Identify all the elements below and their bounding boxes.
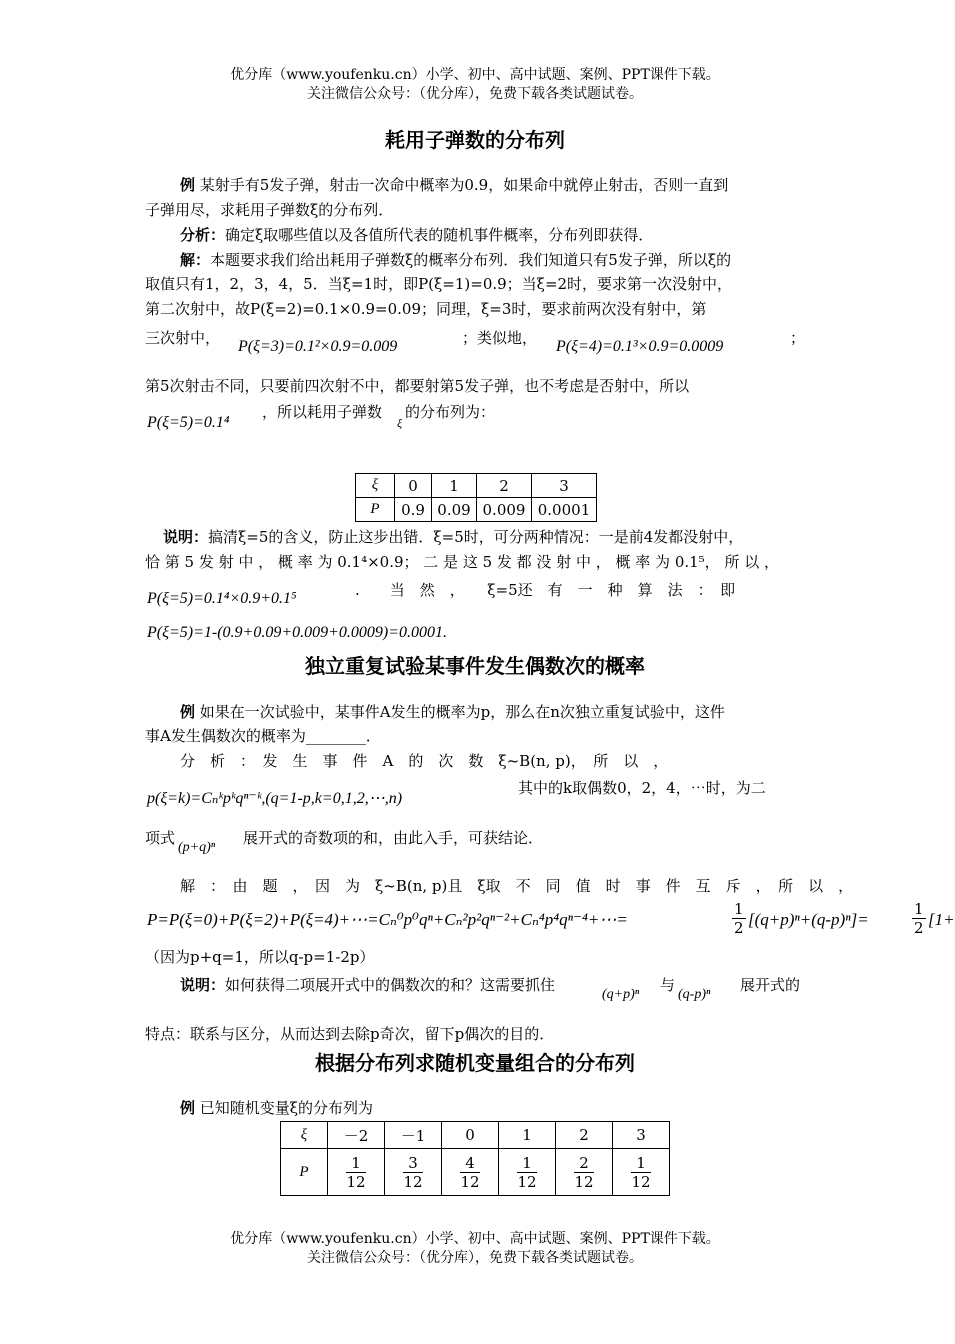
note-text: 如何获得二项展开式中的偶数次的和？这需要抓住 (225, 976, 556, 994)
formula-binomial: p(ξ=k)=Cₙᵏpᵏqⁿ⁻ᵏ,(q=1-p,k=0,1,2,⋯,n) (147, 790, 403, 807)
table-cell: 0.9 (395, 498, 432, 522)
fraction-denominator: 12 (574, 1172, 594, 1191)
s2-note-line1b: 展开式的 (740, 976, 801, 994)
table-cell: 0 (442, 1122, 499, 1149)
table-row (281, 1149, 670, 1196)
fraction-numerator: 4 (460, 1154, 479, 1173)
formula-p4: P(ξ=4)=0.1³×0.9=0.0009 (556, 338, 724, 355)
table-cell: －2 (328, 1122, 385, 1149)
footer-line-1: 优分库（www.youfenku.cn）小学、初中、高中试题、案例、PPT课件下载。 (230, 1231, 720, 1247)
footer-line-2: 关注微信公众号：（优分库），免费下载各类试题试卷。 (307, 1250, 643, 1266)
table-cell: P (281, 1149, 328, 1196)
table-cell: 0.0001 (532, 498, 597, 522)
s2-analysis-line1: 分 析 ： 发 生 事 件 A 的 次 数 ξ~B(n, p)， 所 以 ， (180, 752, 669, 770)
fraction-numerator: 1 (346, 1154, 365, 1173)
formula-q-plus-p: (q+p)ⁿ (602, 987, 640, 1002)
s2-analysis-line3a: 项式 (145, 829, 176, 847)
table-cell: 0 (395, 474, 432, 498)
s2-note-line1 (180, 973, 555, 997)
formula-note-2: P(ξ=5)=1-(0.9+0.09+0.009+0.0009)=0.0001. (147, 624, 448, 641)
formula-p5: P(ξ=5)=0.1⁴ (147, 414, 230, 431)
header-line-2: 关注微信公众号：（优分库），免费下载各类试题试卷。 (307, 86, 643, 102)
s2-note-line2: 特点：联系与区分，从而达到去除p奇次，留下p偶次的目的． (145, 1025, 555, 1043)
table-cell: 1 (432, 474, 477, 498)
s1-solution-line6: ，所以耗用子弹数 (262, 403, 383, 421)
s1-solution-line4b: ；类似地， (462, 329, 538, 347)
fraction-numerator: 1 (631, 1154, 650, 1173)
table-cell: －1 (385, 1122, 442, 1149)
s1-example-line2: 子弹用尽，求耗用子弹数ξ的分布列． (145, 201, 394, 219)
s1-solution-line1 (180, 248, 731, 272)
s1-solution-line4c: ； (790, 329, 806, 347)
formula-sum-c: [1+ (928, 910, 955, 929)
example-label: 例 (180, 1099, 196, 1117)
s1-analysis (180, 223, 653, 247)
table-cell: 2 (477, 474, 532, 498)
s2-example-text: 如果在一次试验中，某事件A发生的概率为p，那么在n次独立重复试验中，这件 (199, 703, 725, 721)
table-cell: 2 (556, 1122, 613, 1149)
formula-pq: (p+q)ⁿ (178, 840, 216, 855)
s3-example (180, 1096, 373, 1120)
table-cell (442, 1149, 499, 1196)
table-cell: 3 (532, 474, 597, 498)
note-and: 与 (660, 976, 676, 994)
table-cell: 1 (499, 1122, 556, 1149)
analysis-text: 确定ξ取哪些值以及各值所代表的随机事件概率，分布列即获得． (225, 226, 654, 244)
table-cell: 3 (613, 1122, 670, 1149)
s2-analysis-line3b: 展开式的奇数项的和，由此入手，可获结论． (243, 829, 544, 847)
half-fraction-2 (912, 900, 926, 937)
table-cell: ξ (356, 474, 395, 498)
distribution-table-2 (280, 1121, 670, 1196)
table-cell: P (356, 498, 395, 522)
formula-p3: P(ξ=3)=0.1²×0.9=0.009 (238, 338, 398, 355)
note-label: 说明： (180, 976, 226, 994)
formula-note-1: P(ξ=5)=0.1⁴×0.9+0.1⁵ (147, 590, 297, 607)
analysis-label: 分析： (180, 226, 226, 244)
table-cell: 0.009 (477, 498, 532, 522)
s2-solution-line3: （因为p+q=1，所以q-p=1-2p） (145, 948, 375, 966)
fraction-denominator: 12 (517, 1172, 537, 1191)
s2-example-line1 (180, 700, 725, 724)
fraction-numerator: 1 (517, 1154, 536, 1173)
fraction-denominator: 12 (631, 1172, 651, 1191)
fraction-denominator: 12 (460, 1172, 480, 1191)
section1-title: 耗用子弹数的分布列 (385, 128, 565, 152)
fraction-numerator: 1 (734, 900, 744, 918)
fraction-numerator: 3 (403, 1154, 422, 1173)
half-fraction-1 (732, 900, 746, 937)
fraction-numerator: 2 (574, 1154, 593, 1173)
fraction-denominator: 2 (914, 919, 924, 937)
s1-note-line2: 恰 第 5 发 射 中 ， 概 率 为 0.1⁴×0.9； 二 是 这 5 发 都 没 射 中 ， 概 率 为 0.1⁵， 所 以 ， (145, 553, 779, 571)
s1-solution-line3: 第二次射中，故P(ξ=2)=0.1×0.9=0.09；同理，ξ=3时，要求前两次没有射中，第 (145, 300, 707, 318)
table-row (356, 498, 597, 522)
s1-example-text: 某射手有5发子弹，射击一次命中概率为0.9，如果命中就停止射击，否则一直到 (199, 176, 729, 194)
s1-example-line1 (180, 173, 728, 197)
s1-solution-line6b: 的分布列为： (405, 403, 496, 421)
table-row (281, 1122, 670, 1149)
solution-text-1: 本题要求我们给出耗用子弹数ξ的概率分布列．我们知道只有5发子弹，所以ξ的 (210, 251, 732, 269)
table-cell (328, 1149, 385, 1196)
s1-solution-line4a: 三次射中， (145, 329, 221, 347)
example-label: 例 (180, 703, 196, 721)
header-line-1: 优分库（www.youfenku.cn）小学、初中、高中试题、案例、PPT课件下载。 (230, 67, 720, 83)
xi-symbol: ξ (397, 416, 403, 430)
distribution-table-1 (355, 473, 597, 522)
section3-title: 根据分布列求随机变量组合的分布列 (315, 1051, 635, 1075)
table-cell (613, 1149, 670, 1196)
table-cell (556, 1149, 613, 1196)
fraction-denominator: 2 (734, 919, 744, 937)
s1-solution-line2: 取值只有1，2，3，4，5．当ξ=1时，即P(ξ=1)=0.9；当ξ=2时，要求第一次没射中， (145, 275, 733, 293)
table-cell: 0.09 (432, 498, 477, 522)
s1-note-line1 (163, 525, 743, 549)
s2-analysis-line2: 其中的k取偶数0，2，4，⋯时，为二 (518, 779, 766, 797)
table-row (356, 474, 597, 498)
fraction-denominator: 12 (346, 1172, 366, 1191)
table-cell: ξ (281, 1122, 328, 1149)
s2-example-line2: 事A发生偶数次的概率为________． (145, 727, 381, 745)
table-cell (385, 1149, 442, 1196)
s1-note-line3: . 当 然 ， ξ=5还 有 一 种 算 法 ： 即 (355, 581, 736, 599)
table-cell (499, 1149, 556, 1196)
formula-q-minus-p: (q-p)ⁿ (678, 987, 711, 1002)
fraction-denominator: 12 (403, 1172, 423, 1191)
note-label: 说明： (163, 528, 209, 546)
fraction-numerator: 1 (914, 900, 924, 918)
section2-title: 独立重复试验某事件发生偶数次的概率 (305, 654, 645, 678)
formula-sum-b: [(q+p)ⁿ+(q-p)ⁿ]= (748, 910, 869, 929)
solution-label: 解： (180, 251, 211, 269)
s2-solution-line1: 解 ： 由 题 ， 因 为 ξ~B(n, p)且 ξ取 不 同 值 时 事 件 互 斥 ， 所 以 ， (180, 877, 854, 895)
s3-example-text: 已知随机变量ξ的分布列为 (199, 1099, 374, 1117)
s1-solution-line5: 第5次射击不同，只要前四次射不中，都要射第5发子弹，也不考虑是否射中，所以 (145, 377, 690, 395)
formula-sum: P=P(ξ=0)+P(ξ=2)+P(ξ=4)+⋯=Cₙ⁰p⁰qⁿ+Cₙ²p²qⁿ⁻²+Cₙ⁴p⁴qⁿ⁻⁴+⋯= (147, 910, 628, 929)
example-label: 例 (180, 176, 196, 194)
note-text-1: 搞清ξ=5的含义，防止这步出错．ξ=5时，可分两种情况：一是前4发都没射中， (208, 528, 744, 546)
